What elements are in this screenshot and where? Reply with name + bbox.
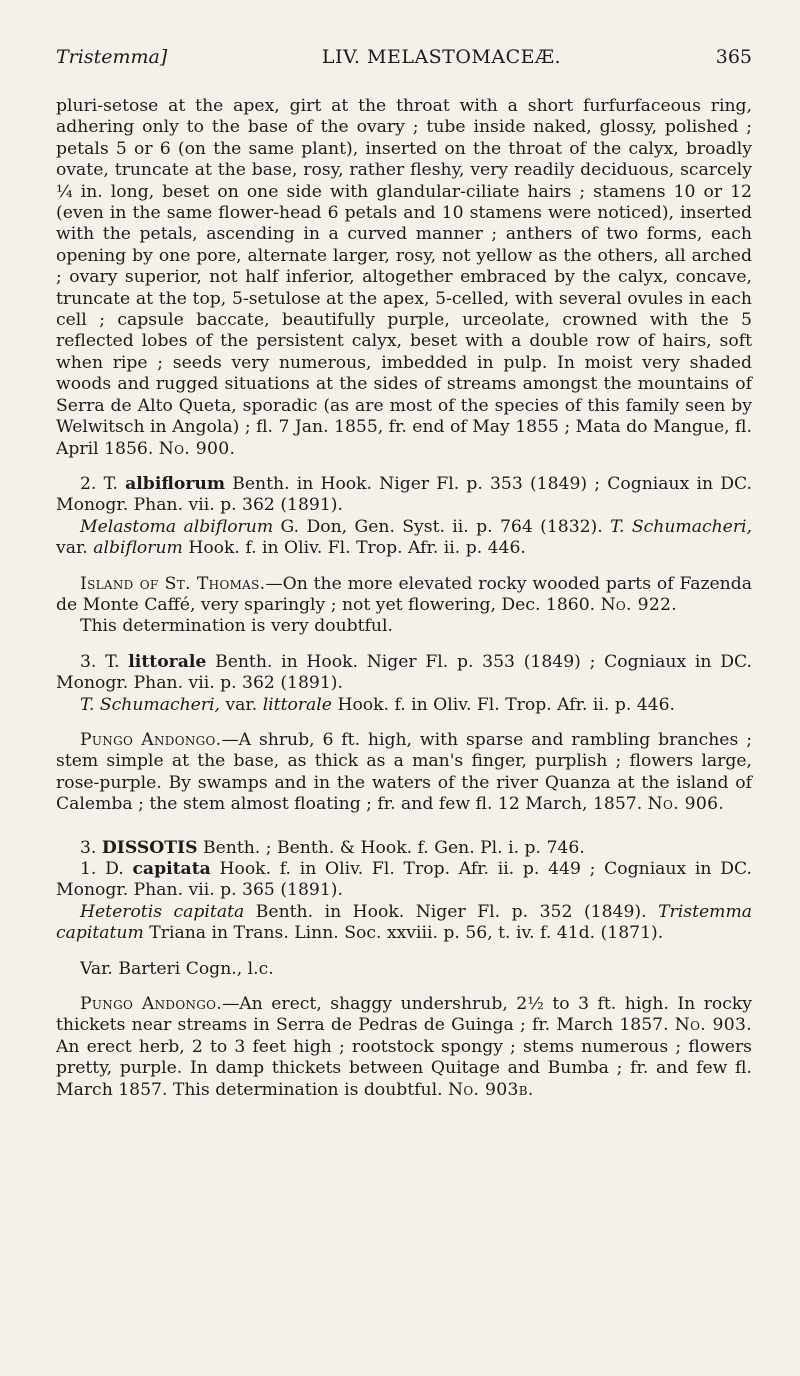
specimen-number: No. 900. bbox=[158, 438, 236, 459]
locality-name: Pungo Andongo. bbox=[80, 729, 222, 750]
variety-ref: Cogn., l.c. bbox=[185, 958, 274, 979]
specimen-number: No. 922. bbox=[600, 594, 678, 615]
habitat-text: —On the more elevated rocky wooded parts of Fazenda de Monte Caffé, very sparingly ; not yet flowering, Dec. 1860. bbox=[56, 573, 752, 615]
note-text: This determination is very doubtful. bbox=[80, 616, 393, 637]
species-epithet: albiflorum bbox=[125, 473, 226, 494]
synonym-name: T. Schumacheri, bbox=[80, 694, 220, 715]
specimen-number: No. 903b. bbox=[448, 1079, 534, 1100]
synonym-name: Tristemma capitatum bbox=[56, 901, 753, 944]
synonym-name: Melastoma albiflorum bbox=[80, 516, 274, 537]
synonymy bbox=[56, 902, 752, 945]
species-entry-capitata bbox=[56, 859, 752, 902]
species-entry-albiflorum bbox=[56, 474, 752, 517]
description-text: pluri-setose at the apex, girt at the throat with a short furfurfaceous ring, adhering only to the base of the ovary ; tube inside naked, glossy, polished ; petals 5 or 6 (on the same plant), inserted on the throat of the calyx, broadly ovate, truncate at the base, rosy, rather fleshy, very readily deciduous, scarcely ¼ in. long, beset on one side with glandular-ciliate hairs ; stamens 10 or 12 (even in the same flower-head 6 petals and 10 stamens were noticed), inserted with the petals, ascending in a curved manner ; anthers of two forms, each opening by one pore, alternate larger, rosy, not yellow as the others, all arched ; ovary superior, not half inferior, altogether embraced by the calyx, concave, truncate at the top, 5-setulose at the apex, 5-celled, with several ovules in each cell ; capsule baccate, beautifully purple, urceolate, crowned with the 5 reflected lobes of the persistent calyx, beset with a double row of hairs, soft when ripe ; seeds very numerous, imbedded in pulp. In moist very shaded woods and rugged situations at the sides of streams amongst the mountains of Serra de Alto Queta, sporadic (as are most of the species of this family seen by Welwitsch in Angola) ; fl. 7 Jan. 1855, fr. end of May 1855 ; Mata do Mangue, fl. April 1856. bbox=[56, 96, 752, 459]
species-number: 2. T. bbox=[80, 473, 118, 494]
locality-record bbox=[56, 994, 752, 1101]
species-citation: Benth. in Hook. Niger Fl. p. 353 (1849) ; Cogniaux in DC. Monogr. Phan. vii. p. 362 (1891). bbox=[56, 473, 752, 516]
synonym-ref: Hook. f. in Oliv. Fl. Trop. Afr. ii. p. 446. bbox=[337, 694, 676, 715]
body-text bbox=[56, 96, 752, 1101]
species-epithet: littorale bbox=[128, 651, 207, 672]
running-head-genus: Tristemma] bbox=[56, 46, 168, 68]
synonym-var: var. bbox=[56, 538, 88, 559]
synonym-name: Heterotis capitata bbox=[80, 901, 245, 922]
specimen-number: No. 903. bbox=[674, 1015, 753, 1036]
species-epithet: capitata bbox=[132, 859, 211, 879]
variety-label: Var. Barteri bbox=[80, 958, 181, 979]
species-number: 3. T. bbox=[80, 651, 120, 672]
species-citation: Hook. f. in Oliv. Fl. Trop. Afr. ii. p. 449 ; Cogniaux in DC. Monogr. Phan. vii. p. 365 (1891). bbox=[56, 859, 752, 901]
determination-note bbox=[56, 616, 752, 637]
specimen-number: No. 906. bbox=[647, 794, 725, 815]
synonym-varname: albiflorum bbox=[93, 538, 183, 559]
species-number: 1. D. bbox=[80, 859, 124, 879]
locality-name: Pungo Andongo. bbox=[80, 994, 223, 1015]
habitat-text: An erect herb, 2 to 3 feet high ; rootstock spongy ; stems numerous ; flowers pretty, purple. In damp thickets between Quitage and Bumba ; fr. and few fl. March 1857. This determination is doubtful. bbox=[56, 1036, 752, 1100]
running-head bbox=[56, 46, 752, 68]
locality-name: Island of St. Thomas. bbox=[80, 573, 266, 594]
synonym-ref: G. Don, Gen. Syst. ii. p. 764 (1832). bbox=[280, 516, 603, 537]
page-number: 365 bbox=[715, 46, 752, 68]
species-citation: Benth. in Hook. Niger Fl. p. 353 (1849) ; Cogniaux in DC. Monogr. Phan. vii. p. 362 (1891). bbox=[56, 651, 752, 694]
habitat-text: —An erect, shaggy undershrub, 2½ to 3 ft. high. In rocky thickets near streams in Serra de Pedras de Guinga ; fr. March 1857. bbox=[56, 994, 753, 1036]
synonym-ref: Triana in Trans. Linn. Soc. xxviii. p. 56, t. iv. f. 41d. (1871). bbox=[149, 923, 664, 944]
habitat-text: —A shrub, 6 ft. high, with sparse and rambling branches ; stem simple at the base, as thick as a man's finger, purplish ; flowers large, rose-purple. By swamps and in the waters of the river Quanza at the island of Calemba ; the stem almost floating ; fr. and few fl. 12 March, 1857. bbox=[56, 729, 752, 815]
genus-name: DISSOTIS bbox=[101, 837, 198, 858]
synonymy bbox=[56, 695, 752, 716]
genus-citation: Benth. ; Benth. & Hook. f. Gen. Pl. i. p. 746. bbox=[202, 837, 585, 858]
locality-record bbox=[56, 574, 752, 617]
genus-number: 3. bbox=[80, 837, 97, 858]
synonymy bbox=[56, 517, 752, 560]
variety-heading bbox=[56, 959, 752, 980]
locality-record bbox=[56, 730, 752, 816]
synonym-name: T. Schumacheri, bbox=[610, 516, 752, 537]
synonym-ref: Benth. in Hook. Niger Fl. p. 352 (1849). bbox=[255, 901, 647, 922]
synonym-varname: littorale bbox=[262, 694, 332, 715]
species-entry-littorale bbox=[56, 652, 752, 695]
running-head-family: LIV. MELASTOMACEÆ. bbox=[321, 46, 562, 68]
synonym-var: var. bbox=[225, 694, 258, 715]
description-continued bbox=[56, 96, 752, 460]
genus-heading bbox=[56, 838, 752, 859]
synonym-ref: Hook. f. in Oliv. Fl. Trop. Afr. ii. p. 446. bbox=[188, 538, 526, 559]
